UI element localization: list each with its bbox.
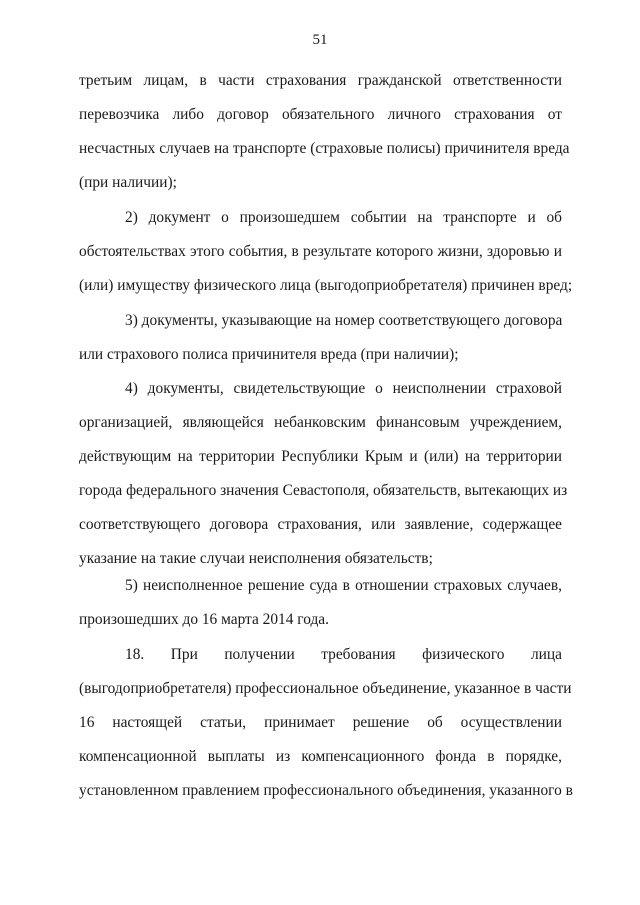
text-line: указание на такие случаи неисполнения обязательств;	[79, 550, 433, 567]
text-line: 2) документ о произошедшем событии на транспорте и об	[125, 209, 562, 226]
text-line: третьим лицам, в части страхования гражданской ответственности	[79, 72, 562, 89]
text-line: 3) документы, указывающие на номер соответствующего договора	[125, 312, 563, 329]
text-line: или страхового полиса причинителя вреда (при наличии);	[79, 346, 459, 363]
text-line: (при наличии);	[79, 174, 177, 191]
text-line: города федерального значения Севастополя, обязательств, вытекающих из	[79, 482, 568, 499]
text-line: (выгодоприобретателя) профессиональное объединение, указанное в части	[79, 680, 572, 697]
text-line: несчастных случаев на транспорте (страховые полисы) причинителя вреда	[79, 140, 570, 157]
text-line: перевозчика либо договор обязательного личного страхования от	[79, 106, 562, 123]
text-line: обстоятельствах этого события, в результате которого жизни, здоровью и	[79, 243, 562, 260]
text-line: (или) имуществу физического лица (выгодоприобретателя) причинен вред;	[79, 277, 573, 294]
text-line: 5) неисполненное решение суда в отношении страховых случаев,	[125, 577, 562, 594]
text-line: организацией, являющейся небанковским финансовым учреждением,	[79, 414, 562, 431]
page-number: 51	[312, 32, 328, 48]
text-line: 16 настоящей статьи, принимает решение об осуществлении	[79, 714, 562, 731]
text-line: соответствующего договора страхования, или заявление, содержащее	[79, 516, 562, 533]
text-line: 4) документы, свидетельствующие о неисполнении страховой	[125, 380, 562, 397]
text-line: 18. При получении требования физического лица	[125, 646, 562, 663]
text-line: произошедших до 16 марта 2014 года.	[79, 611, 329, 628]
text-line: компенсационной выплаты из компенсационного фонда в порядке,	[79, 748, 562, 765]
text-line: действующим на территории Республики Крым и (или) на территории	[79, 448, 562, 465]
text-line: установленном правлением профессионального объединения, указанного в	[79, 782, 573, 799]
